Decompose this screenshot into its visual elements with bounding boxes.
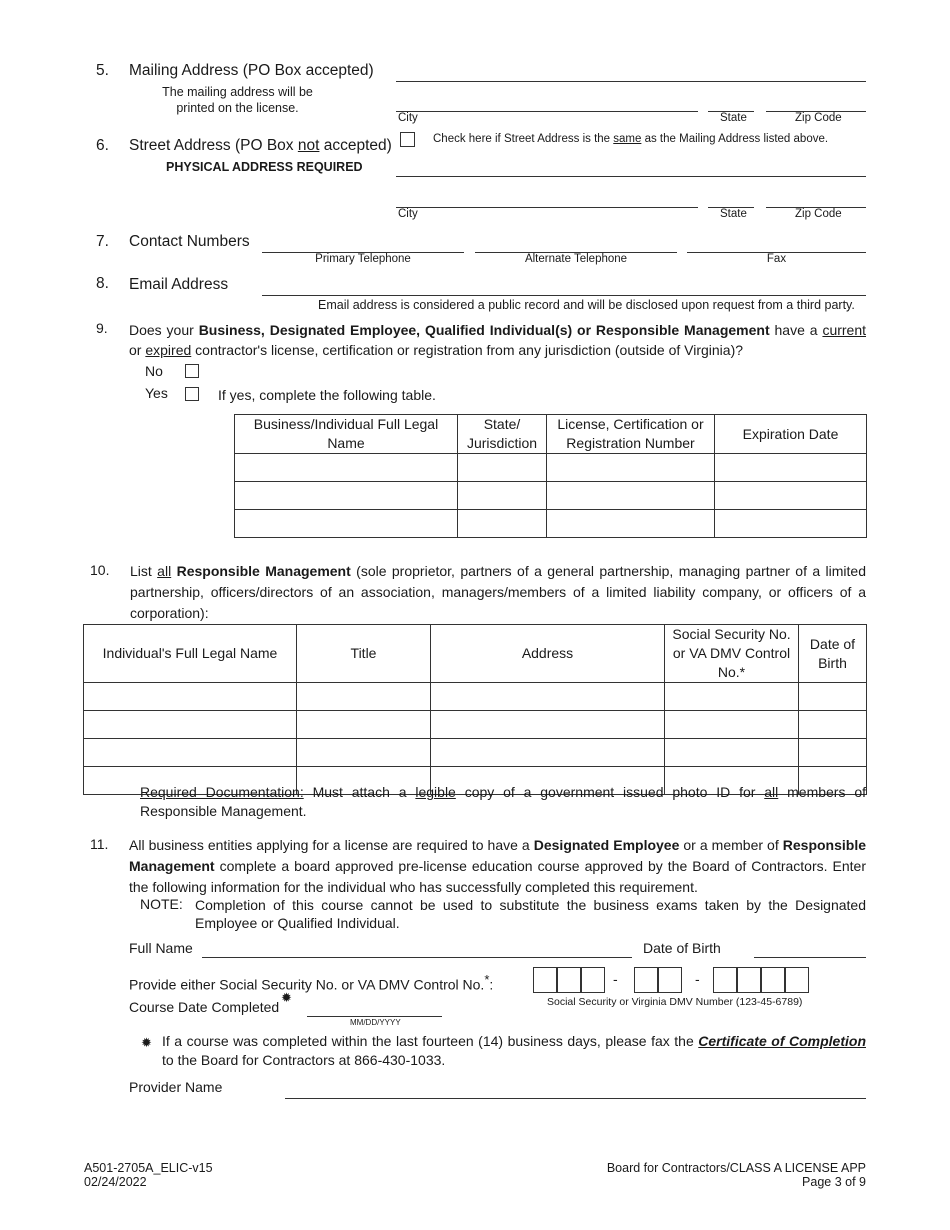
street-zip-label: Zip Code bbox=[795, 208, 842, 220]
ssn-digit-box[interactable] bbox=[634, 967, 658, 993]
provider-name-label: Provider Name bbox=[129, 1079, 223, 1095]
footer-date: 02/24/2022 bbox=[84, 1175, 147, 1189]
table-row bbox=[84, 711, 867, 739]
col-header-full-name: Individual's Full Legal Name bbox=[84, 625, 297, 683]
same-address-checkbox[interactable] bbox=[400, 132, 415, 147]
table-cell[interactable] bbox=[84, 683, 297, 711]
table-cell[interactable] bbox=[799, 683, 867, 711]
q9-yes-note: If yes, complete the following table. bbox=[218, 387, 436, 403]
alternate-telephone-label: Alternate Telephone bbox=[524, 253, 628, 265]
email-note: Email address is considered a public record and will be disclosed upon request from a third party. bbox=[318, 298, 855, 312]
col-header-dob: Date of Birth bbox=[799, 625, 867, 683]
street-city-field[interactable] bbox=[396, 207, 698, 208]
ssn-digit-box[interactable] bbox=[785, 967, 809, 993]
table-cell[interactable] bbox=[235, 510, 458, 538]
footer-board: Board for Contractors/CLASS A LICENSE APP bbox=[606, 1161, 866, 1175]
q11-note-text: Completion of this course cannot be used to substitute the business exams taken by the Designated Employee or Qualified Individual. bbox=[195, 897, 866, 931]
ssn-input-group bbox=[533, 967, 813, 995]
q5-number: 5. bbox=[96, 62, 109, 79]
table-row bbox=[235, 482, 867, 510]
q5-title: Mailing Address (PO Box accepted) bbox=[129, 62, 374, 79]
footer-right bbox=[607, 1161, 866, 1189]
dob-field[interactable] bbox=[754, 957, 866, 958]
table-cell[interactable] bbox=[84, 711, 297, 739]
ssn-digit-box[interactable] bbox=[533, 967, 557, 993]
table-row bbox=[235, 454, 867, 482]
q9-line-1: Does your Business, Designated Employee, Qualified Individual(s) or Responsible Management have a current bbox=[129, 322, 867, 338]
email-field[interactable] bbox=[262, 295, 866, 296]
dob-label: Date of Birth bbox=[643, 940, 721, 956]
mailing-zip-label: Zip Code bbox=[795, 112, 842, 124]
rm-table-header bbox=[84, 625, 867, 683]
table-cell[interactable] bbox=[547, 510, 715, 538]
col-header-legal-name: Business/Individual Full Legal Name bbox=[235, 415, 458, 454]
course-date-field[interactable] bbox=[307, 1016, 442, 1017]
q6-number: 6. bbox=[96, 137, 109, 154]
mailing-state-label: State bbox=[720, 112, 747, 124]
course-date-format: MM/DD/YYYY bbox=[350, 1018, 401, 1027]
table-cell[interactable] bbox=[431, 683, 665, 711]
ssn-digit-box[interactable] bbox=[761, 967, 785, 993]
table-row bbox=[84, 683, 867, 711]
bullet-asterisk-icon: ✹ bbox=[141, 1035, 152, 1050]
q6-subtitle: PHYSICAL ADDRESS REQUIRED bbox=[166, 160, 363, 174]
q8-title: Email Address bbox=[129, 276, 229, 293]
street-state-label: State bbox=[720, 208, 747, 220]
table-cell[interactable] bbox=[458, 482, 547, 510]
table-cell[interactable] bbox=[297, 739, 431, 767]
table-cell[interactable] bbox=[799, 739, 867, 767]
footer-left bbox=[84, 1161, 213, 1189]
q9-yes-checkbox[interactable] bbox=[185, 387, 199, 401]
q9-no-checkbox[interactable] bbox=[185, 364, 199, 378]
footer-form-id: A501-2705A_ELIC-v15 bbox=[84, 1161, 213, 1175]
asterisk-icon: ✹ bbox=[281, 990, 292, 1005]
col-header-address: Address bbox=[431, 625, 665, 683]
primary-telephone-label: Primary Telephone bbox=[315, 253, 411, 265]
provider-name-field[interactable] bbox=[285, 1098, 866, 1099]
q10-text: List all Responsible Management (sole proprietor, partners of a general partnership, managing partner of a limited partnership, officers/directors of an association, managers/members of a limited liability company, or officers of a corporation): bbox=[130, 563, 866, 621]
mailing-city-field[interactable] bbox=[396, 111, 698, 112]
table-cell[interactable] bbox=[235, 482, 458, 510]
street-city-label: City bbox=[398, 208, 418, 220]
jurisdiction-table-header bbox=[235, 415, 867, 454]
mailing-city-label: City bbox=[398, 112, 418, 124]
q7-title: Contact Numbers bbox=[129, 233, 250, 250]
full-name-field[interactable] bbox=[202, 957, 632, 958]
responsible-management-table bbox=[83, 624, 867, 795]
table-row bbox=[235, 510, 867, 538]
table-row bbox=[84, 739, 867, 767]
q11-number: 11. bbox=[90, 836, 109, 852]
required-documentation: Required Documentation: Must attach a legible copy of a government issued photo ID for all members of Responsible Management. bbox=[140, 784, 866, 819]
ssn-digit-box[interactable] bbox=[713, 967, 737, 993]
table-cell[interactable] bbox=[297, 683, 431, 711]
col-header-expiration: Expiration Date bbox=[715, 415, 867, 454]
q6-title: Street Address (PO Box not accepted) bbox=[129, 137, 392, 154]
col-header-jurisdiction: State/ Jurisdiction bbox=[458, 415, 547, 454]
table-cell[interactable] bbox=[431, 711, 665, 739]
q10-number: 10. bbox=[90, 562, 110, 578]
mailing-street-field[interactable] bbox=[396, 81, 866, 82]
fax-note: If a course was completed within the last fourteen (14) business days, please fax the Certificate of Completion to the Board for Contractors at 866-430-1033. bbox=[162, 1033, 866, 1068]
street-address-field[interactable] bbox=[396, 176, 866, 177]
col-header-ssn: Social Security No. or VA DMV Control No.* bbox=[665, 625, 799, 683]
ssn-help: Social Security or Virginia DMV Number (123-45-6789) bbox=[547, 996, 803, 1008]
col-header-title: Title bbox=[297, 625, 431, 683]
table-cell[interactable] bbox=[458, 454, 547, 482]
jurisdiction-table bbox=[234, 414, 867, 538]
ssn-digit-box[interactable] bbox=[658, 967, 682, 993]
table-cell[interactable] bbox=[799, 711, 867, 739]
table-cell[interactable] bbox=[715, 510, 867, 538]
table-cell[interactable] bbox=[235, 454, 458, 482]
ssn-dash: - bbox=[695, 971, 700, 987]
table-cell[interactable] bbox=[715, 482, 867, 510]
table-cell[interactable] bbox=[297, 711, 431, 739]
q9-no-label: No bbox=[145, 363, 163, 379]
table-cell[interactable] bbox=[458, 510, 547, 538]
full-name-label: Full Name bbox=[129, 940, 193, 956]
ssn-label: Provide either Social Security No. or VA DMV Control No.*: bbox=[129, 972, 494, 993]
q9-number: 9. bbox=[96, 320, 108, 336]
ssn-digit-box[interactable] bbox=[581, 967, 605, 993]
fax-label: Fax bbox=[766, 253, 787, 265]
q7-number: 7. bbox=[96, 233, 109, 250]
col-header-license-number: License, Certification or Registration Number bbox=[547, 415, 715, 454]
same-address-label: Check here if Street Address is the same as the Mailing Address listed above. bbox=[433, 133, 829, 145]
q9-yes-label: Yes bbox=[145, 385, 168, 401]
table-cell[interactable] bbox=[431, 739, 665, 767]
course-date-label: Course Date Completed bbox=[129, 999, 280, 1015]
q8-number: 8. bbox=[96, 275, 109, 292]
table-cell[interactable] bbox=[547, 454, 715, 482]
q11-note-label: NOTE: bbox=[140, 896, 183, 912]
table-cell[interactable] bbox=[665, 739, 799, 767]
footer-page: Page 3 of 9 bbox=[802, 1175, 866, 1189]
ssn-digit-box[interactable] bbox=[557, 967, 581, 993]
table-cell[interactable] bbox=[547, 482, 715, 510]
ssn-digit-box[interactable] bbox=[737, 967, 761, 993]
table-cell[interactable] bbox=[665, 711, 799, 739]
q11-text: All business entities applying for a license are required to have a Designated Employee or a member of Responsible Management complete a board approved pre-license education course approved by the Board of Contractors. Enter the following information for the individual who has successfully completed this requirement. bbox=[129, 837, 867, 895]
ssn-dash: - bbox=[613, 971, 618, 987]
table-cell[interactable] bbox=[665, 683, 799, 711]
q5-note: The mailing address will be printed on the license. bbox=[162, 85, 313, 115]
table-cell[interactable] bbox=[84, 739, 297, 767]
q9-line-2: or expired contractor's license, certification or registration from any jurisdiction (outside of Virginia)? bbox=[129, 342, 744, 358]
table-cell[interactable] bbox=[715, 454, 867, 482]
